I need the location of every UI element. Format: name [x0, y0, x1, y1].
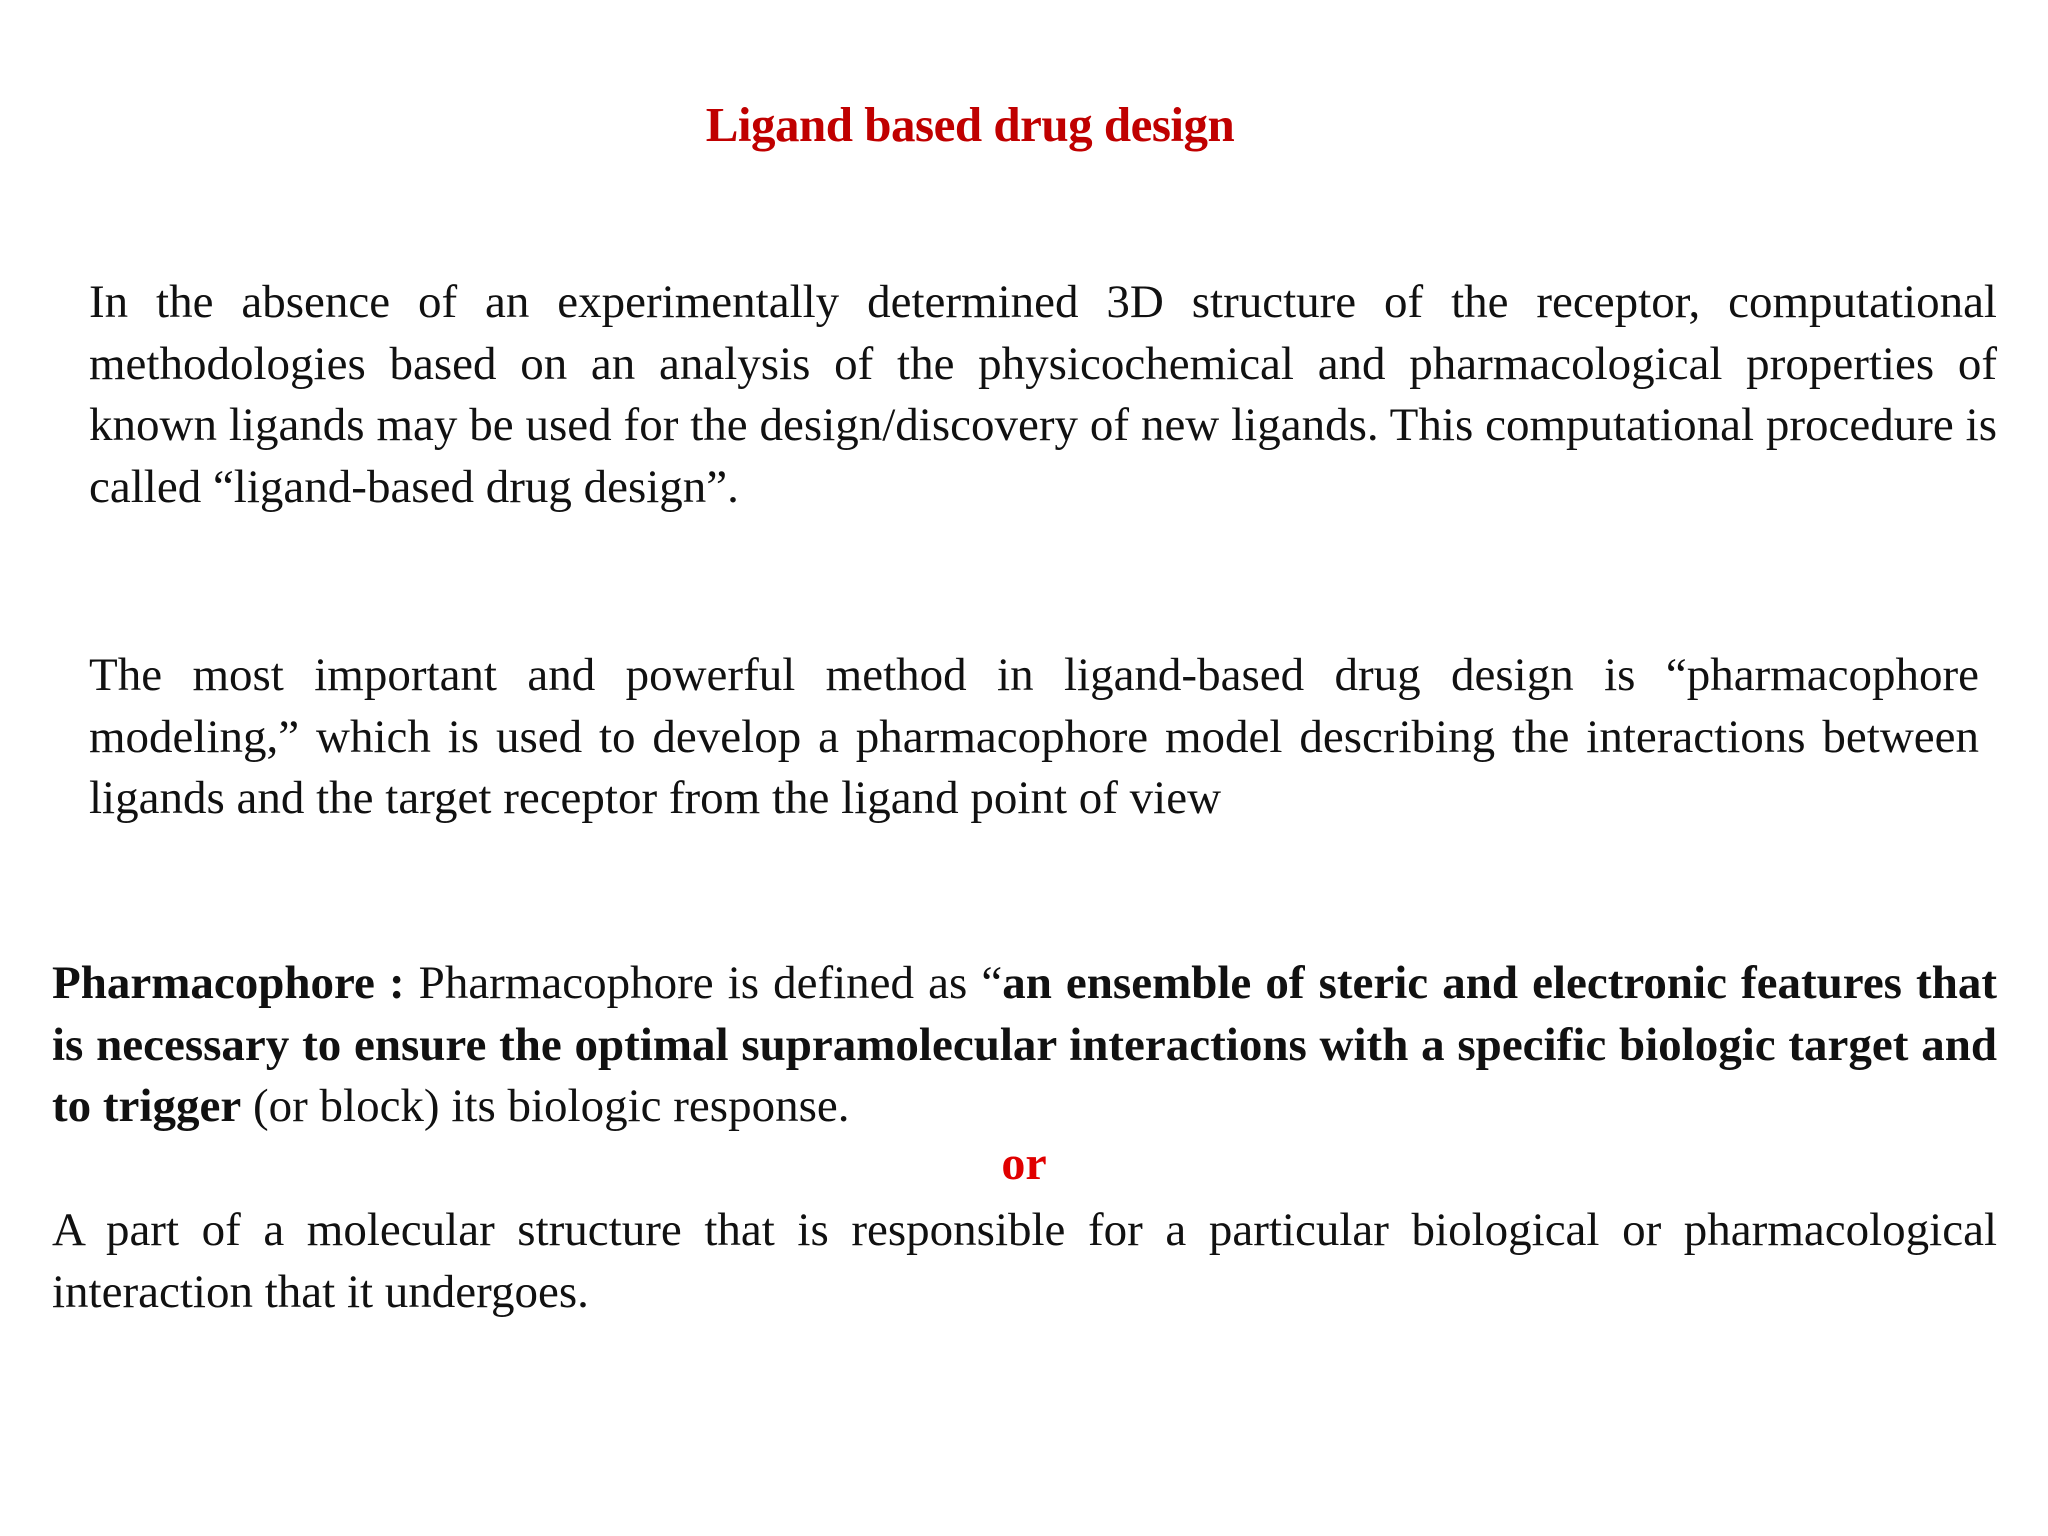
or-separator: or — [1001, 1137, 1047, 1190]
slide-title: Ligand based drug design — [705, 97, 1235, 152]
pharmacophore-definition — [52, 953, 1997, 1138]
pharmacophore-modeling-paragraph: The most important and powerful method in ligand-based drug design is “pharmacophore modeling,” which is used to develop a pharmacophore model describing the interactions between ligands and the target receptor from the ligand point of view — [89, 649, 1979, 824]
definition-term: Pharmacophore : — [52, 957, 405, 1009]
alternative-definition: A part of a molecular structure that is responsible for a particular biological or pharmacological interaction that it undergoes. — [52, 1204, 1997, 1318]
definition-bold-text: an ensemble of steric and electronic features that is necessary to ensure the optimal supramolecular interactions with a specific biologic target and to trigger — [52, 957, 1997, 1132]
definition-lead: Pharmacophore is defined as “ — [404, 957, 1003, 1009]
intro-paragraph: In the absence of an experimentally determined 3D structure of the receptor, computational methodologies based on an analysis of the physicochemical and pharmacological properties of known ligands may be used for the design/discovery of new ligands. This computational procedure is called “ligand-based drug design”. — [89, 276, 1997, 513]
definition-tail: (or block) its biologic response. — [241, 1080, 850, 1132]
